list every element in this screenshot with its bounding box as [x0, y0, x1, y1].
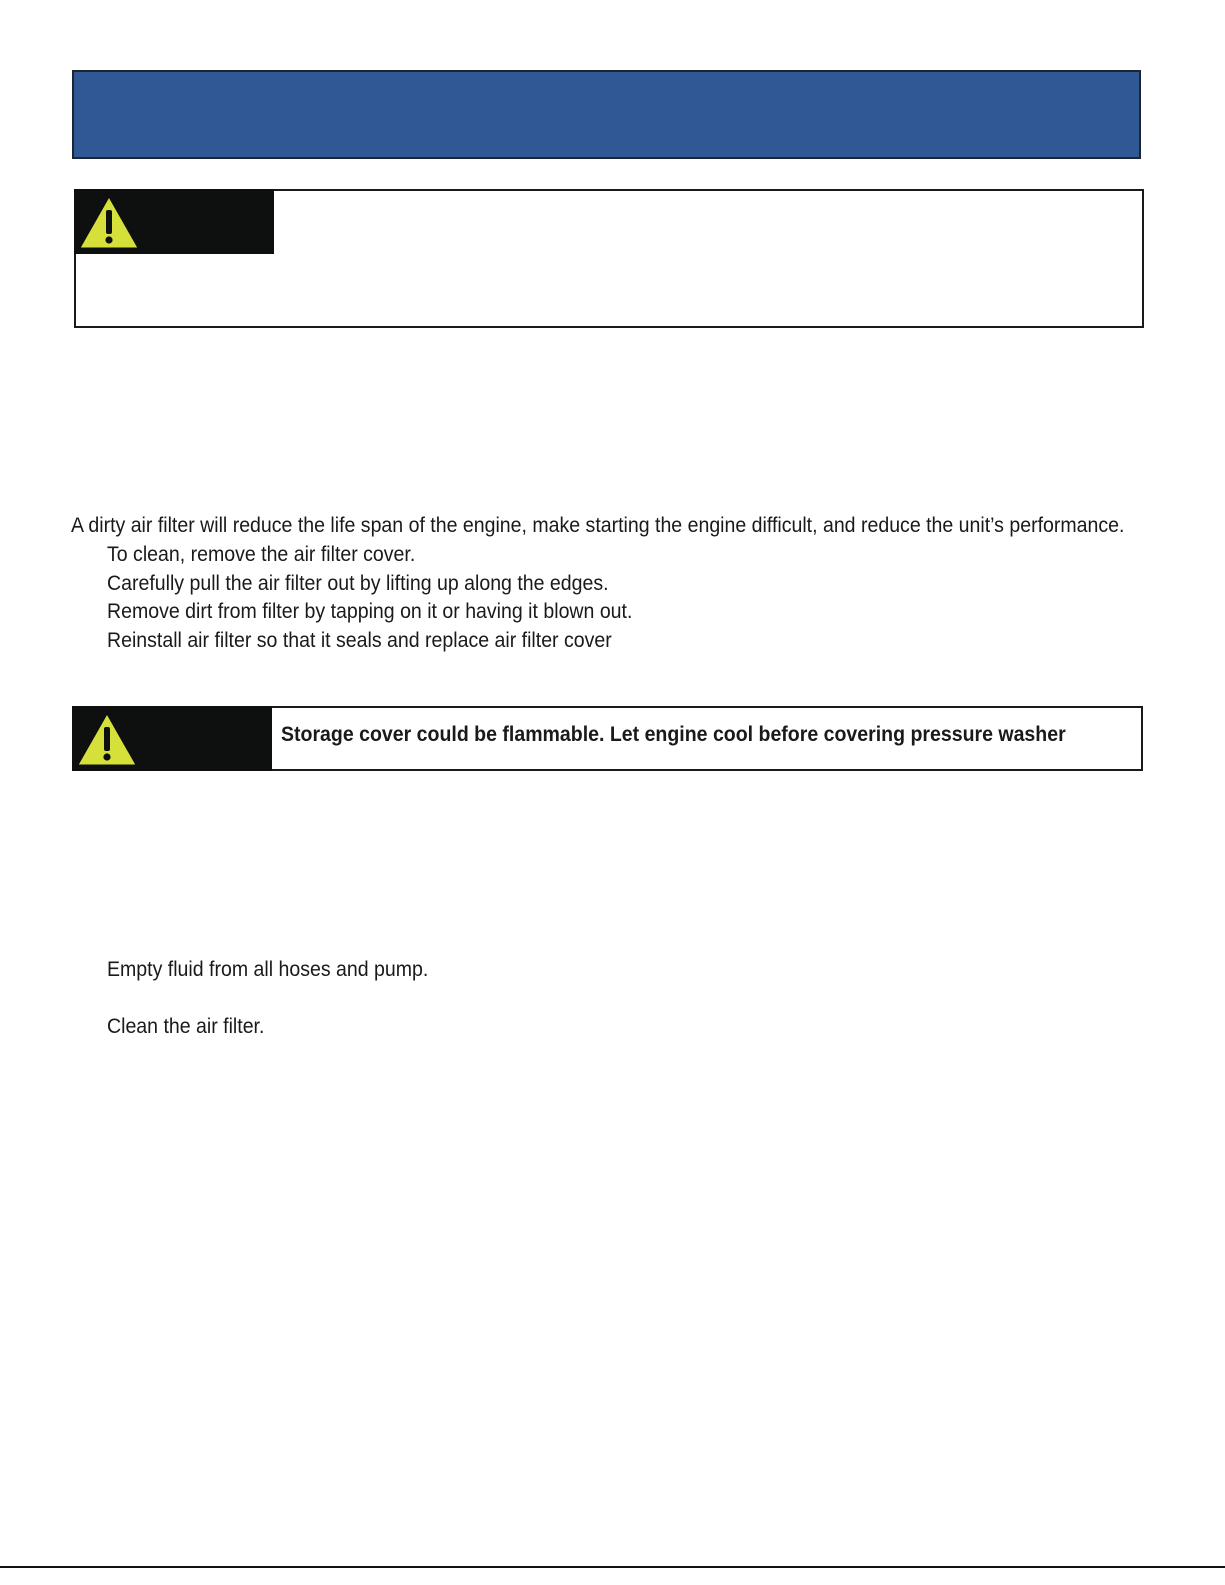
footer-rule	[0, 1566, 1225, 1568]
air-filter-step: Reinstall air filter so that it seals and replace air filter cover	[107, 629, 612, 652]
warning-box-storage	[72, 706, 1143, 771]
air-filter-step: To clean, remove the air filter cover.	[107, 543, 416, 566]
warning-triangle-icon	[76, 711, 138, 767]
storage-step: Clean the air filter.	[107, 1015, 265, 1038]
air-filter-intro: A dirty air filter will reduce the life span of the engine, make starting the engine difficult, and reduce the unit’s performance.	[71, 514, 1125, 537]
storage-step: Empty fluid from all hoses and pump.	[107, 958, 429, 981]
air-filter-step: Remove dirt from filter by tapping on it or having it blown out.	[107, 600, 633, 623]
warning-box-top	[74, 189, 1144, 328]
air-filter-step: Carefully pull the air filter out by lifting up along the edges.	[107, 572, 609, 595]
warning-label	[72, 706, 272, 771]
warning-label	[74, 189, 274, 254]
warning-triangle-icon	[78, 194, 140, 250]
storage-warning-text: Storage cover could be flammable. Let engine cool before covering pressure washer	[281, 723, 1066, 746]
section-header-bar	[72, 70, 1141, 159]
